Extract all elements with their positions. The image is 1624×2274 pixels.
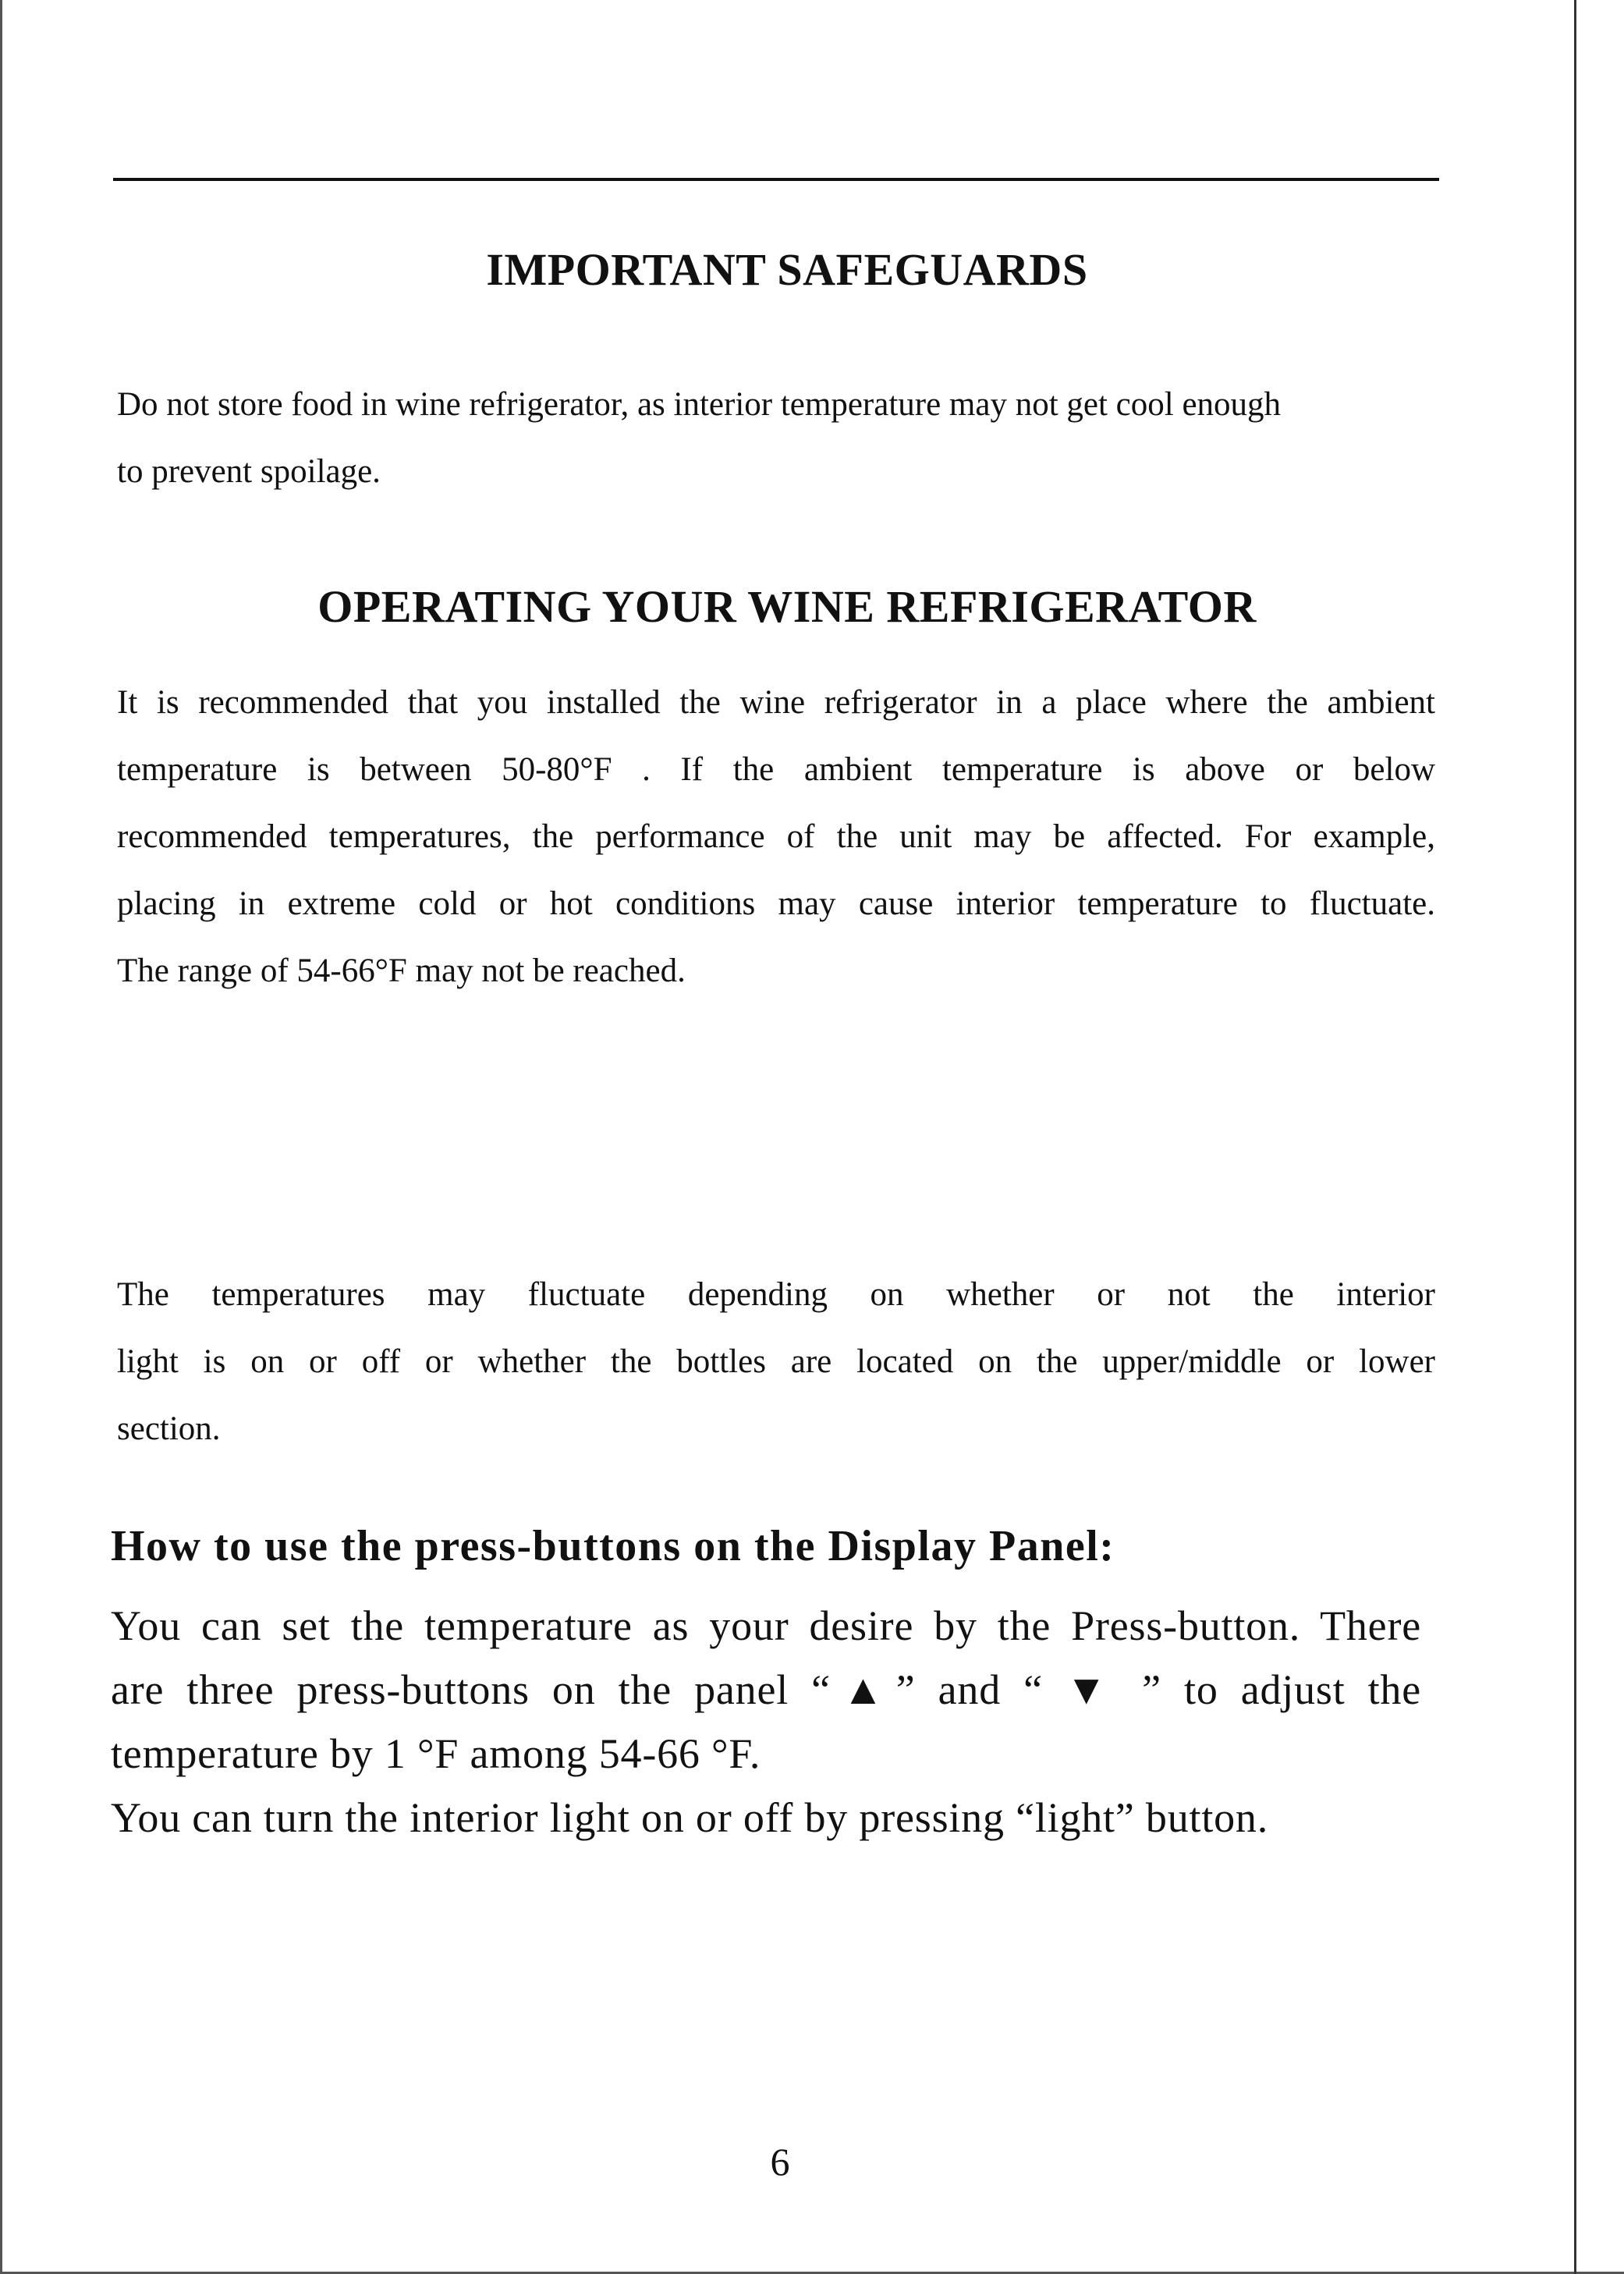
paragraph-line: recommended temperatures, the performance of the unit may be affected. For example, <box>117 818 1435 855</box>
paragraph-line: light is on or off or whether the bottles are located on the upper/middle or lower <box>117 1343 1435 1380</box>
fluctuation-paragraph <box>117 1261 1435 1463</box>
paragraph-line: are three press-buttons on the panel “▲” and “ ▼ ” to adjust the <box>111 1666 1421 1713</box>
safeguards-heading: IMPORTANT SAFEGUARDS <box>486 244 1088 295</box>
paragraph-line: The temperatures may fluctuate depending on whether or not the interior <box>117 1276 1435 1313</box>
page-right-edge <box>1574 0 1576 2274</box>
top-rule <box>113 178 1439 181</box>
paragraph-line: placing in extreme cold or hot conditions may cause interior temperature to fluctuate. <box>117 885 1435 922</box>
paragraph-line: You can set the temperature as your desire by the Press-button. There <box>111 1602 1421 1649</box>
paragraph-line: temperature is between 50-80°F . If the ambient temperature is above or below <box>117 751 1435 788</box>
press-buttons-paragraph <box>111 1594 1421 1850</box>
safeguards-paragraph <box>117 371 1435 506</box>
paragraph-line: It is recommended that you installed the wine refrigerator in a place where the ambient <box>117 684 1435 721</box>
paragraph-line: You can turn the interior light on or off by pressing “light” button. <box>111 1794 1269 1841</box>
paragraph-line: to prevent spoilage. <box>117 453 381 490</box>
paragraph-line: The range of 54-66°F may not be reached. <box>117 953 686 989</box>
paragraph-line: temperature by 1 °F among 54-66 °F. <box>111 1730 761 1777</box>
operating-heading: OPERATING YOUR WINE REFRIGERATOR <box>317 581 1257 632</box>
paragraph-line: Do not store food in wine refrigerator, as interior temperature may not get cool enough <box>117 386 1282 423</box>
press-buttons-heading: How to use the press-buttons on the Display Panel: <box>111 1522 1115 1570</box>
page-number: 6 <box>770 2140 790 2184</box>
paragraph-line: section. <box>117 1410 221 1447</box>
operating-paragraph <box>117 669 1435 1005</box>
